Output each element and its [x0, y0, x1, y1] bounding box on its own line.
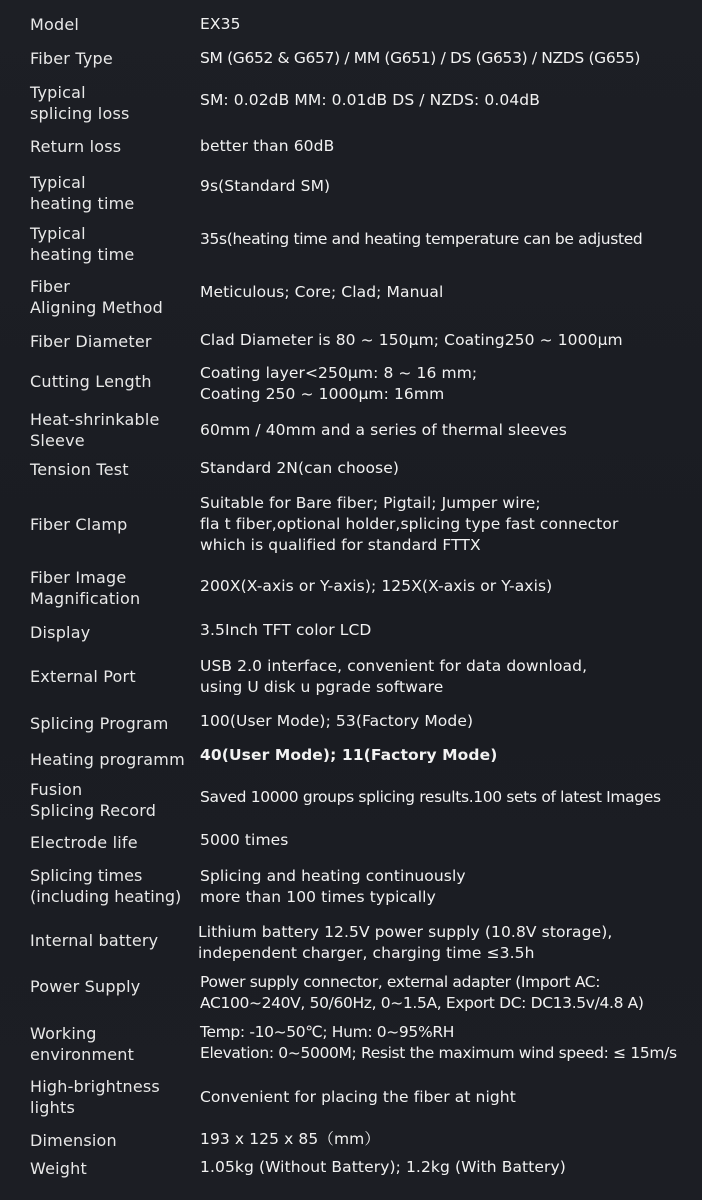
spec-label: Tension Test	[30, 460, 129, 479]
spec-label: Weight	[30, 1159, 87, 1178]
spec-value: 60mm / 40mm and a series of thermal sleeves	[200, 421, 567, 439]
spec-label: Display	[30, 623, 91, 642]
spec-value: 200X(X-axis or Y-axis); 125X(X-axis or Y-axis)	[200, 577, 553, 595]
spec-value: SM: 0.02dB MM: 0.01dB DS / NZDS: 0.04dB	[200, 91, 540, 109]
spec-label: Dimension	[30, 1131, 117, 1150]
spec-value: Lithium battery 12.5V power supply (10.8V storage), independent charger, charging time ≤3.5h	[198, 923, 613, 962]
spec-label: Electrode life	[30, 833, 138, 852]
spec-value: 193 x 125 x 85（mm）	[200, 1130, 380, 1148]
spec-label: Heating programm	[30, 750, 185, 769]
spec-value: SM (G652 & G657) / MM (G651) / DS (G653) / NZDS (G655)	[200, 49, 641, 67]
spec-label: Typical heating time	[30, 224, 135, 264]
spec-label: Typical splicing loss	[30, 83, 130, 123]
spec-value: better than 60dB	[200, 137, 335, 155]
spec-value: 1.05kg (Without Battery); 1.2kg (With Battery)	[200, 1158, 566, 1176]
spec-value: 3.5Inch TFT color LCD	[200, 621, 372, 639]
spec-value: Splicing and heating continuously more than 100 times typically	[200, 867, 466, 906]
spec-value: 9s(Standard SM)	[200, 177, 331, 195]
spec-label: Internal battery	[30, 931, 159, 950]
spec-label: Fiber Image Magnification	[30, 568, 141, 608]
spec-label: Splicing times (including heating)	[30, 866, 182, 906]
spec-value: Standard 2N(can choose)	[200, 459, 399, 477]
spec-value: 35s(heating time and heating temperature can be adjusted	[200, 230, 643, 248]
spec-label: Working environment	[30, 1024, 135, 1064]
spec-label: Fusion Splicing Record	[30, 780, 157, 820]
spec-label: Splicing Program	[30, 714, 169, 733]
spec-label: Typical heating time	[30, 173, 135, 213]
spec-value: USB 2.0 interface, convenient for data download, using U disk u pgrade software	[200, 657, 588, 696]
spec-value: Power supply connector, external adapter (Import AC: AC100~240V, 50/60Hz, 0~1.5A, Export DC: DC13.5v/4.8 A)	[200, 973, 644, 1012]
spec-value: Meticulous; Core; Clad; Manual	[200, 283, 444, 301]
spec-label: Fiber Clamp	[30, 515, 128, 534]
spec-label: High-brightness lights	[30, 1077, 160, 1117]
spec-label: Power Supply	[30, 977, 141, 996]
spec-value: Suitable for Bare fiber; Pigtail; Jumper wire; fla t fiber,optional holder,splicing type fast connector which is qualified for standard FTTX	[200, 494, 619, 554]
spec-label: Return loss	[30, 137, 122, 156]
spec-value: Coating layer<250μm: 8 ~ 16 mm; Coating 250 ~ 1000μm: 16mm	[200, 364, 478, 403]
spec-label: Cutting Length	[30, 372, 152, 391]
spec-label: Fiber Type	[30, 49, 113, 68]
spec-value: Temp: -10~50℃; Hum: 0~95%RH Elevation: 0~5000M; Resist the maximum wind speed: ≤ 15m/s	[200, 1023, 677, 1062]
spec-value: 100(User Mode); 53(Factory Mode)	[200, 712, 474, 730]
spec-value: 40(User Mode); 11(Factory Mode)	[200, 746, 498, 764]
spec-value: Saved 10000 groups splicing results.100 sets of latest Images	[200, 788, 661, 806]
spec-label: Fiber Aligning Method	[30, 277, 163, 317]
spec-label: External Port	[30, 667, 136, 686]
spec-label: Fiber Diameter	[30, 332, 152, 351]
spec-value: 5000 times	[200, 831, 289, 849]
spec-value: EX35	[200, 15, 241, 33]
spec-value: Convenient for placing the fiber at night	[200, 1088, 516, 1106]
spec-label: Heat-shrinkable Sleeve	[30, 410, 160, 450]
spec-value: Clad Diameter is 80 ~ 150μm; Coating250 ~ 1000μm	[200, 331, 623, 349]
spec-label: Model	[30, 15, 80, 34]
